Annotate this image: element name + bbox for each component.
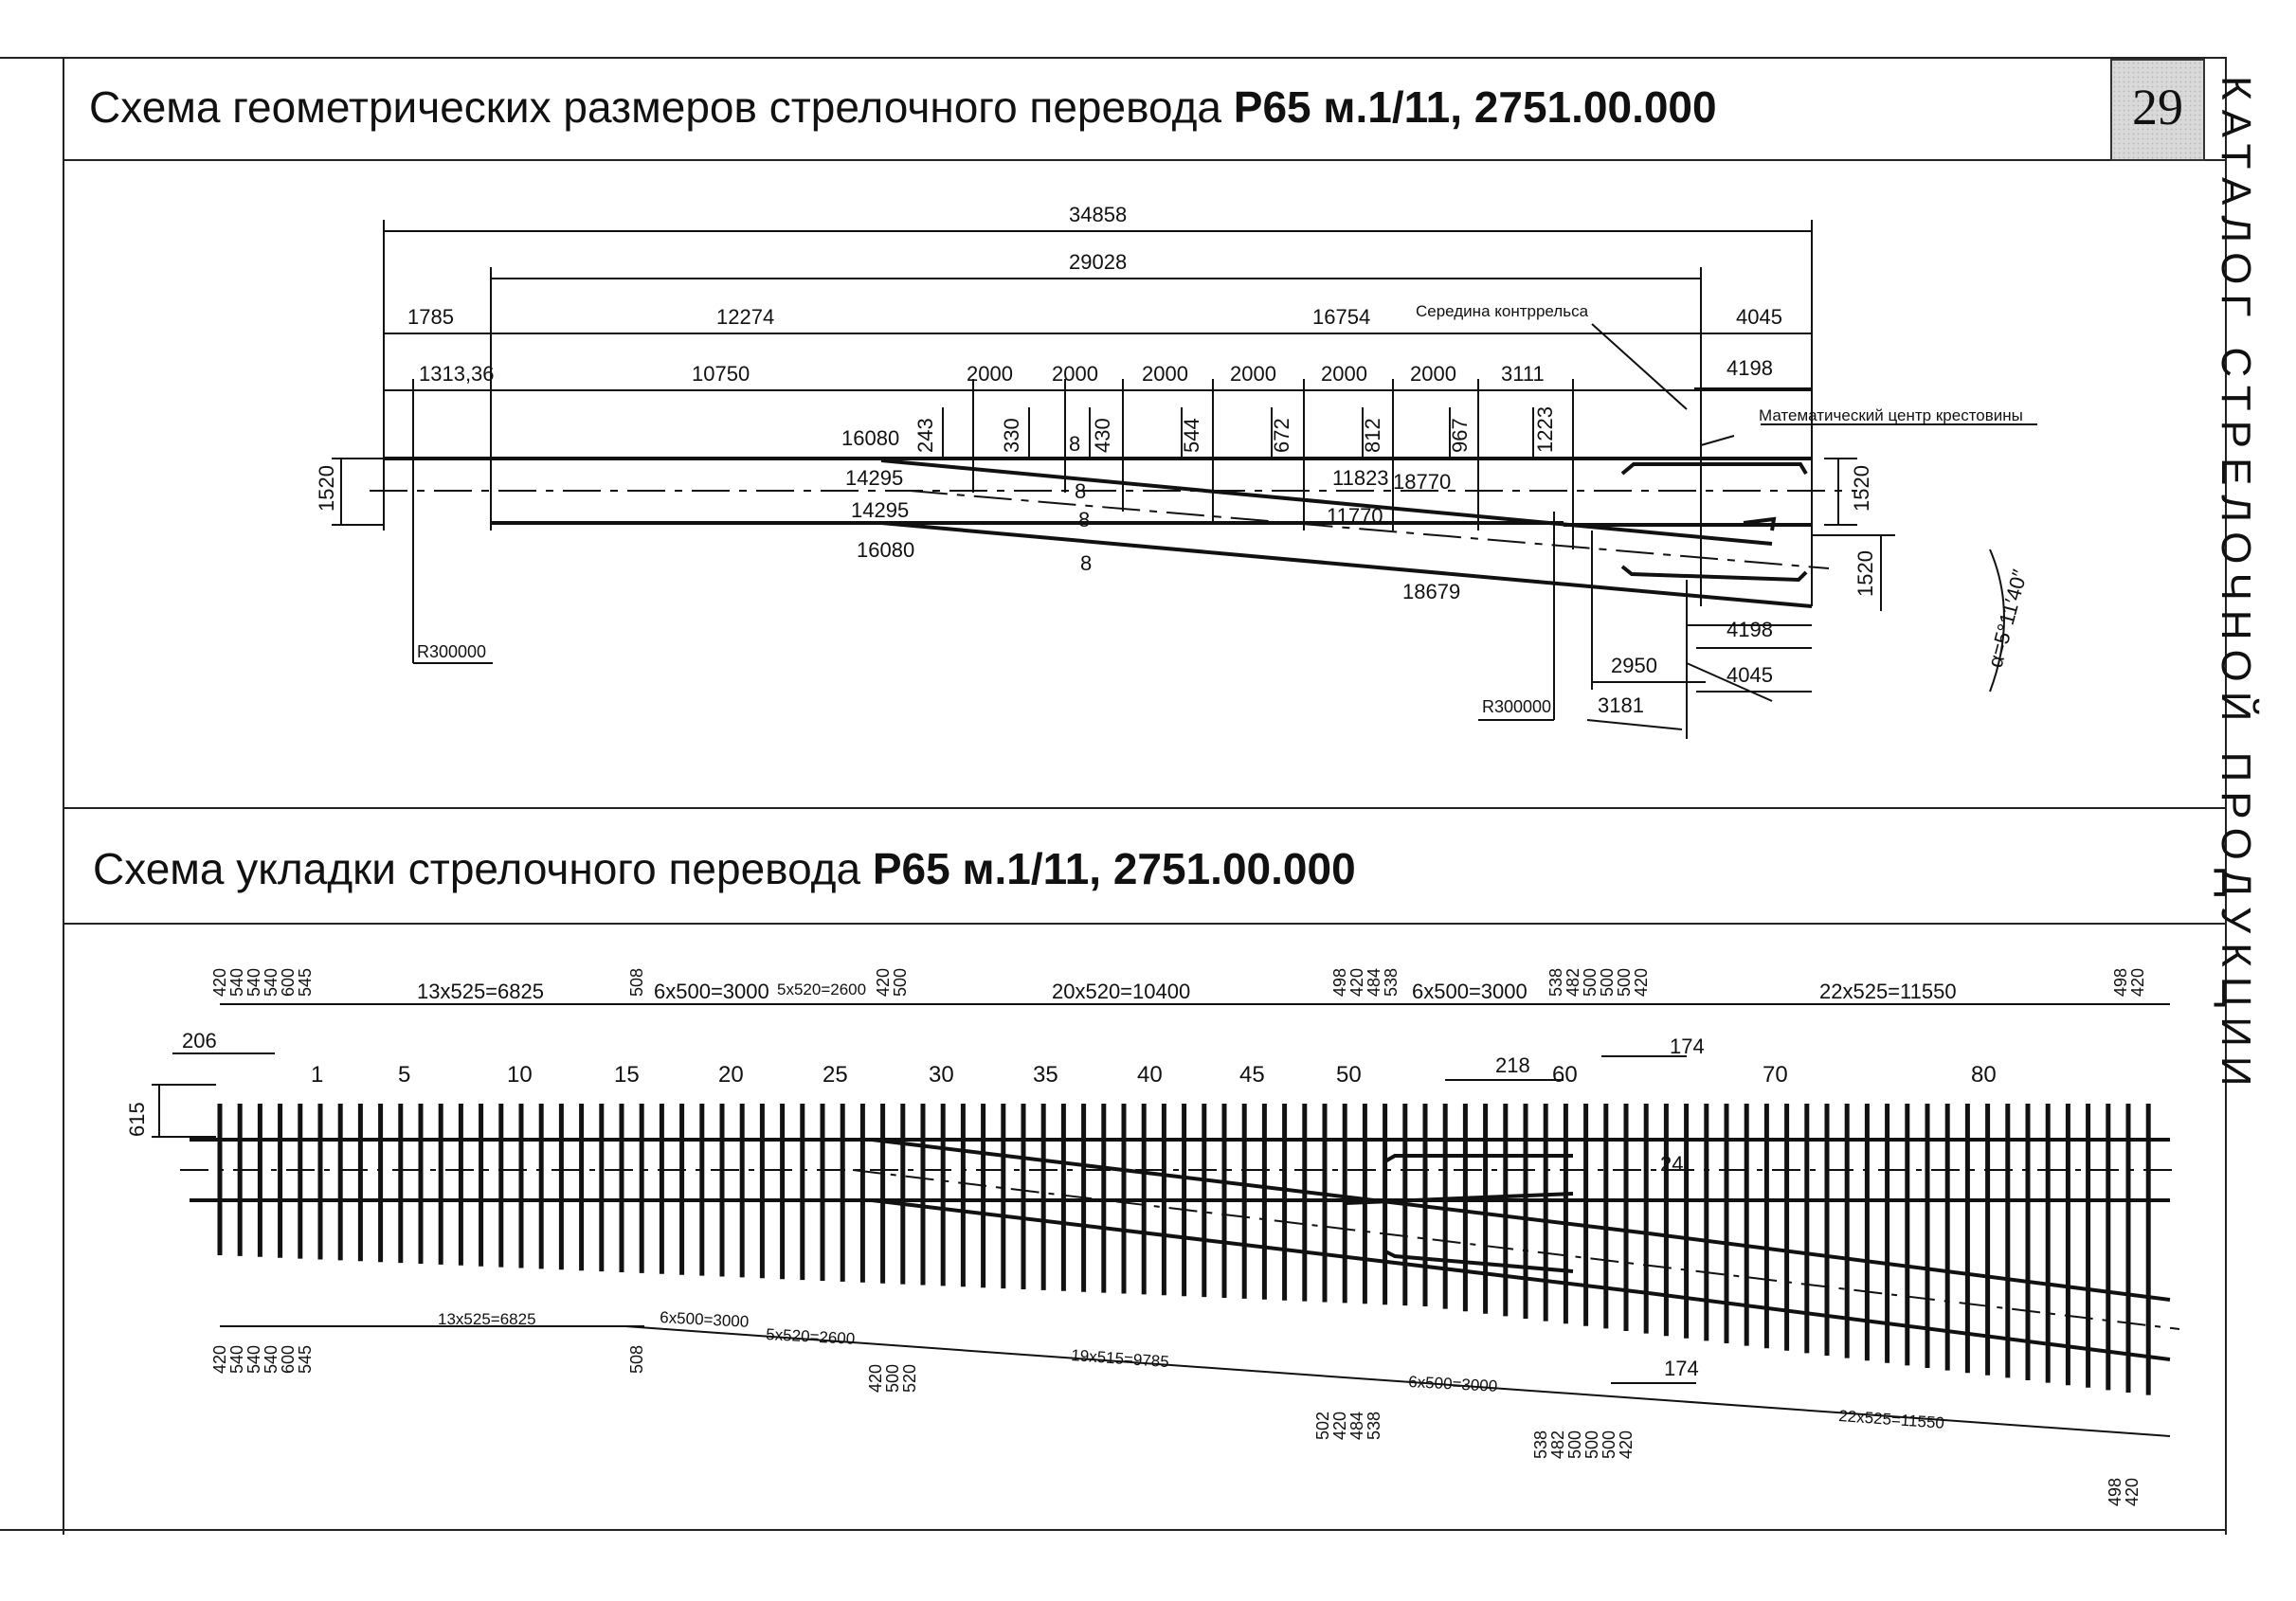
dim-rear-part: 16754 bbox=[1312, 305, 1371, 329]
gauge-left: 1520 bbox=[315, 465, 338, 512]
rail-18770: 18770 bbox=[1393, 470, 1452, 494]
top-spacing-label: 498 bbox=[2111, 967, 2130, 997]
sleeper-number: 45 bbox=[1239, 1062, 1265, 1088]
bottom-spacing-label: 508 bbox=[627, 1344, 646, 1374]
top-spacing-label: 420 bbox=[874, 967, 893, 997]
top-group-label: 22x525=11550 bbox=[1819, 980, 1957, 1003]
radius-left: R300000 bbox=[417, 642, 487, 661]
bottom-spacing-label: 500 bbox=[883, 1363, 902, 1393]
sleeper-number: 35 bbox=[1033, 1062, 1058, 1088]
top-spacing-label: 540 bbox=[227, 967, 246, 997]
top-group-label: 5x520=2600 bbox=[777, 980, 867, 998]
sleeper-number: 80 bbox=[1971, 1062, 1997, 1088]
sleeper-number: 60 bbox=[1552, 1062, 1578, 1088]
dim-switch-length: 10750 bbox=[692, 362, 750, 386]
dim-overall: 34858 bbox=[1069, 203, 1128, 226]
bottom-group-label: 22x525=11550 bbox=[1837, 1407, 1945, 1432]
top-spacing-label: 420 bbox=[210, 967, 229, 997]
page-bottom-rule bbox=[0, 1529, 2227, 1531]
crossing-tail-4045: 4045 bbox=[1727, 663, 1773, 687]
crossing-tail-4198: 4198 bbox=[1727, 618, 1773, 641]
rail-18679: 18679 bbox=[1402, 580, 1461, 603]
gap-8-c: 8 bbox=[1078, 508, 1091, 531]
bottom-spacing-label: 520 bbox=[900, 1363, 919, 1393]
crossing-front-3181: 3181 bbox=[1598, 693, 1644, 717]
gap-8-d: 8 bbox=[1080, 551, 1093, 575]
sleeper-number: 1 bbox=[311, 1062, 324, 1088]
top-spacing-label: 500 bbox=[1598, 967, 1617, 997]
bottom-spacing-label: 500 bbox=[1600, 1430, 1618, 1459]
rail-16080-a: 16080 bbox=[841, 426, 900, 450]
geometry-title-text: Схема геометрических размеров стрелочного перевода bbox=[89, 82, 1234, 132]
top-spacing-label: 508 bbox=[627, 967, 646, 997]
sleeper-number: 30 bbox=[929, 1062, 954, 1088]
bottom-spacing-label: 540 bbox=[227, 1344, 246, 1374]
bottom-spacing-label: 484 bbox=[1347, 1411, 1366, 1440]
bottom-group-label: 13x525=6825 bbox=[438, 1310, 536, 1328]
rail-11823: 11823 bbox=[1332, 466, 1389, 490]
top-spacing-label: 420 bbox=[2128, 967, 2147, 997]
gauge-diverging: 1520 bbox=[1853, 550, 1877, 597]
offset-218: 218 bbox=[1495, 1053, 1530, 1077]
note-guard-rail: Середина контррельса bbox=[1416, 302, 1589, 320]
dim-step-5: 2000 bbox=[1321, 362, 1367, 386]
dim-tail-right: 4198 bbox=[1727, 356, 1773, 380]
top-spacing-label: 500 bbox=[1615, 967, 1634, 997]
dim-last-step: 3111 bbox=[1501, 362, 1545, 386]
layout-title-code: Р65 м.1/11, 2751.00.000 bbox=[872, 844, 1356, 893]
sleeper-number: 10 bbox=[507, 1062, 533, 1088]
bottom-spacing-label: 500 bbox=[1565, 1430, 1584, 1459]
ordinate-1223: 1223 bbox=[1533, 406, 1557, 453]
top-spacing-label: 500 bbox=[1581, 967, 1600, 997]
sleeper-number: 5 bbox=[398, 1062, 411, 1088]
top-spacing-label: 420 bbox=[1632, 967, 1651, 997]
bottom-spacing-label: 540 bbox=[244, 1344, 263, 1374]
dim-step-4: 2000 bbox=[1230, 362, 1276, 386]
bottom-spacing-label: 420 bbox=[1330, 1411, 1349, 1440]
bottom-spacing-label: 420 bbox=[2123, 1477, 2142, 1506]
bottom-group-label: 5x520=2600 bbox=[765, 1325, 856, 1348]
gap-8-b: 8 bbox=[1075, 479, 1087, 503]
sleeper-number: 15 bbox=[614, 1062, 640, 1088]
page-number: 29 bbox=[2132, 79, 2183, 135]
offset-24: 24 bbox=[1660, 1152, 1684, 1176]
offset-206: 206 bbox=[182, 1029, 217, 1052]
top-spacing-label: 498 bbox=[1330, 967, 1349, 997]
sleeper-number: 20 bbox=[718, 1062, 744, 1088]
offset-174-bottom: 174 bbox=[1664, 1357, 1699, 1380]
dim-step-6: 2000 bbox=[1410, 362, 1456, 386]
dim-tail: 4045 bbox=[1736, 305, 1782, 329]
sleeper-number: 25 bbox=[823, 1062, 848, 1088]
top-group-label: 20x520=10400 bbox=[1052, 980, 1191, 1003]
note-crossing-center: Математический центр крестовины bbox=[1759, 406, 2023, 424]
bottom-spacing-label: 540 bbox=[262, 1344, 280, 1374]
bottom-spacing-label: 500 bbox=[1582, 1430, 1601, 1459]
top-spacing-label: 482 bbox=[1564, 967, 1582, 997]
bottom-spacing-label: 538 bbox=[1365, 1411, 1383, 1440]
top-spacing-label: 420 bbox=[1347, 967, 1366, 997]
top-group-label: 6x500=3000 bbox=[1412, 980, 1528, 1003]
sleeper-number: 70 bbox=[1763, 1062, 1788, 1088]
sleeper-group bbox=[220, 1104, 2148, 1395]
ordinate-672: 672 bbox=[1270, 418, 1293, 453]
ordinate-430: 430 bbox=[1091, 418, 1114, 453]
top-spacing-label: 540 bbox=[262, 967, 280, 997]
bottom-group-label: 19x515=9785 bbox=[1070, 1346, 1170, 1372]
dim-main: 29028 bbox=[1069, 250, 1128, 274]
layout-title bbox=[93, 843, 1356, 894]
bottom-spacing-label: 420 bbox=[1617, 1430, 1636, 1459]
offset-615: 615 bbox=[125, 1102, 149, 1137]
top-group-label: 6x500=3000 bbox=[654, 980, 769, 1003]
crossing-front-2950: 2950 bbox=[1611, 654, 1657, 677]
title-underline-2 bbox=[63, 923, 2227, 925]
ordinate-243: 243 bbox=[913, 418, 937, 453]
dim-front-part: 12274 bbox=[716, 305, 775, 329]
bottom-group-label: 6x500=3000 bbox=[1407, 1373, 1498, 1395]
ordinate-330: 330 bbox=[1000, 418, 1023, 453]
top-spacing-label: 545 bbox=[296, 967, 315, 997]
rail-14295-a: 14295 bbox=[845, 466, 904, 490]
top-spacing-label: 500 bbox=[891, 967, 910, 997]
top-spacing-label: 484 bbox=[1365, 967, 1383, 997]
catalog-side-text: КАТАЛОГ СТРЕЛОЧНОЙ ПРОДУКЦИИ bbox=[2213, 76, 2259, 1096]
geometry-title-code: Р65 м.1/11, 2751.00.000 bbox=[1233, 82, 1717, 132]
crossing-angle: α=5°11′40″ bbox=[1982, 567, 2033, 671]
dim-step-2: 2000 bbox=[1052, 362, 1098, 386]
dim-front-overhang: 1313,36 bbox=[419, 362, 495, 386]
ordinate-967: 967 bbox=[1448, 418, 1472, 453]
top-spacing-label: 540 bbox=[244, 967, 263, 997]
bottom-spacing-label: 502 bbox=[1313, 1411, 1332, 1440]
ordinate-812: 812 bbox=[1361, 418, 1384, 453]
rail-16080-b: 16080 bbox=[857, 538, 915, 562]
top-spacing-label: 600 bbox=[279, 967, 298, 997]
layout-title-text: Схема укладки стрелочного перевода bbox=[93, 844, 873, 893]
bottom-spacing-label: 545 bbox=[296, 1344, 315, 1374]
gauge-right: 1520 bbox=[1850, 465, 1873, 512]
dim-front: 1785 bbox=[407, 305, 454, 329]
bottom-spacing-label: 420 bbox=[210, 1344, 229, 1374]
dim-step-3: 2000 bbox=[1142, 362, 1188, 386]
top-spacing-label: 538 bbox=[1546, 967, 1565, 997]
top-spacing-label: 538 bbox=[1382, 967, 1401, 997]
bottom-group-label: 6x500=3000 bbox=[659, 1308, 750, 1331]
dim-step-1: 2000 bbox=[967, 362, 1013, 386]
bottom-spacing-label: 498 bbox=[2106, 1477, 2124, 1506]
rail-11770: 11770 bbox=[1327, 504, 1383, 528]
sleeper-number: 50 bbox=[1336, 1062, 1362, 1088]
rail-14295-b: 14295 bbox=[851, 498, 910, 522]
top-group-label: 13x525=6825 bbox=[417, 980, 544, 1003]
sleeper-number: 40 bbox=[1137, 1062, 1163, 1088]
offset-174-top: 174 bbox=[1670, 1034, 1705, 1058]
bottom-spacing-label: 482 bbox=[1548, 1430, 1567, 1459]
ordinate-544: 544 bbox=[1180, 418, 1203, 453]
gap-8-a: 8 bbox=[1069, 432, 1081, 456]
bottom-spacing-label: 420 bbox=[866, 1363, 885, 1393]
radius-right: R300000 bbox=[1482, 697, 1552, 716]
bottom-spacing-label: 600 bbox=[279, 1344, 298, 1374]
bottom-spacing-label: 538 bbox=[1531, 1430, 1550, 1459]
layout-diagram bbox=[0, 928, 2217, 1525]
